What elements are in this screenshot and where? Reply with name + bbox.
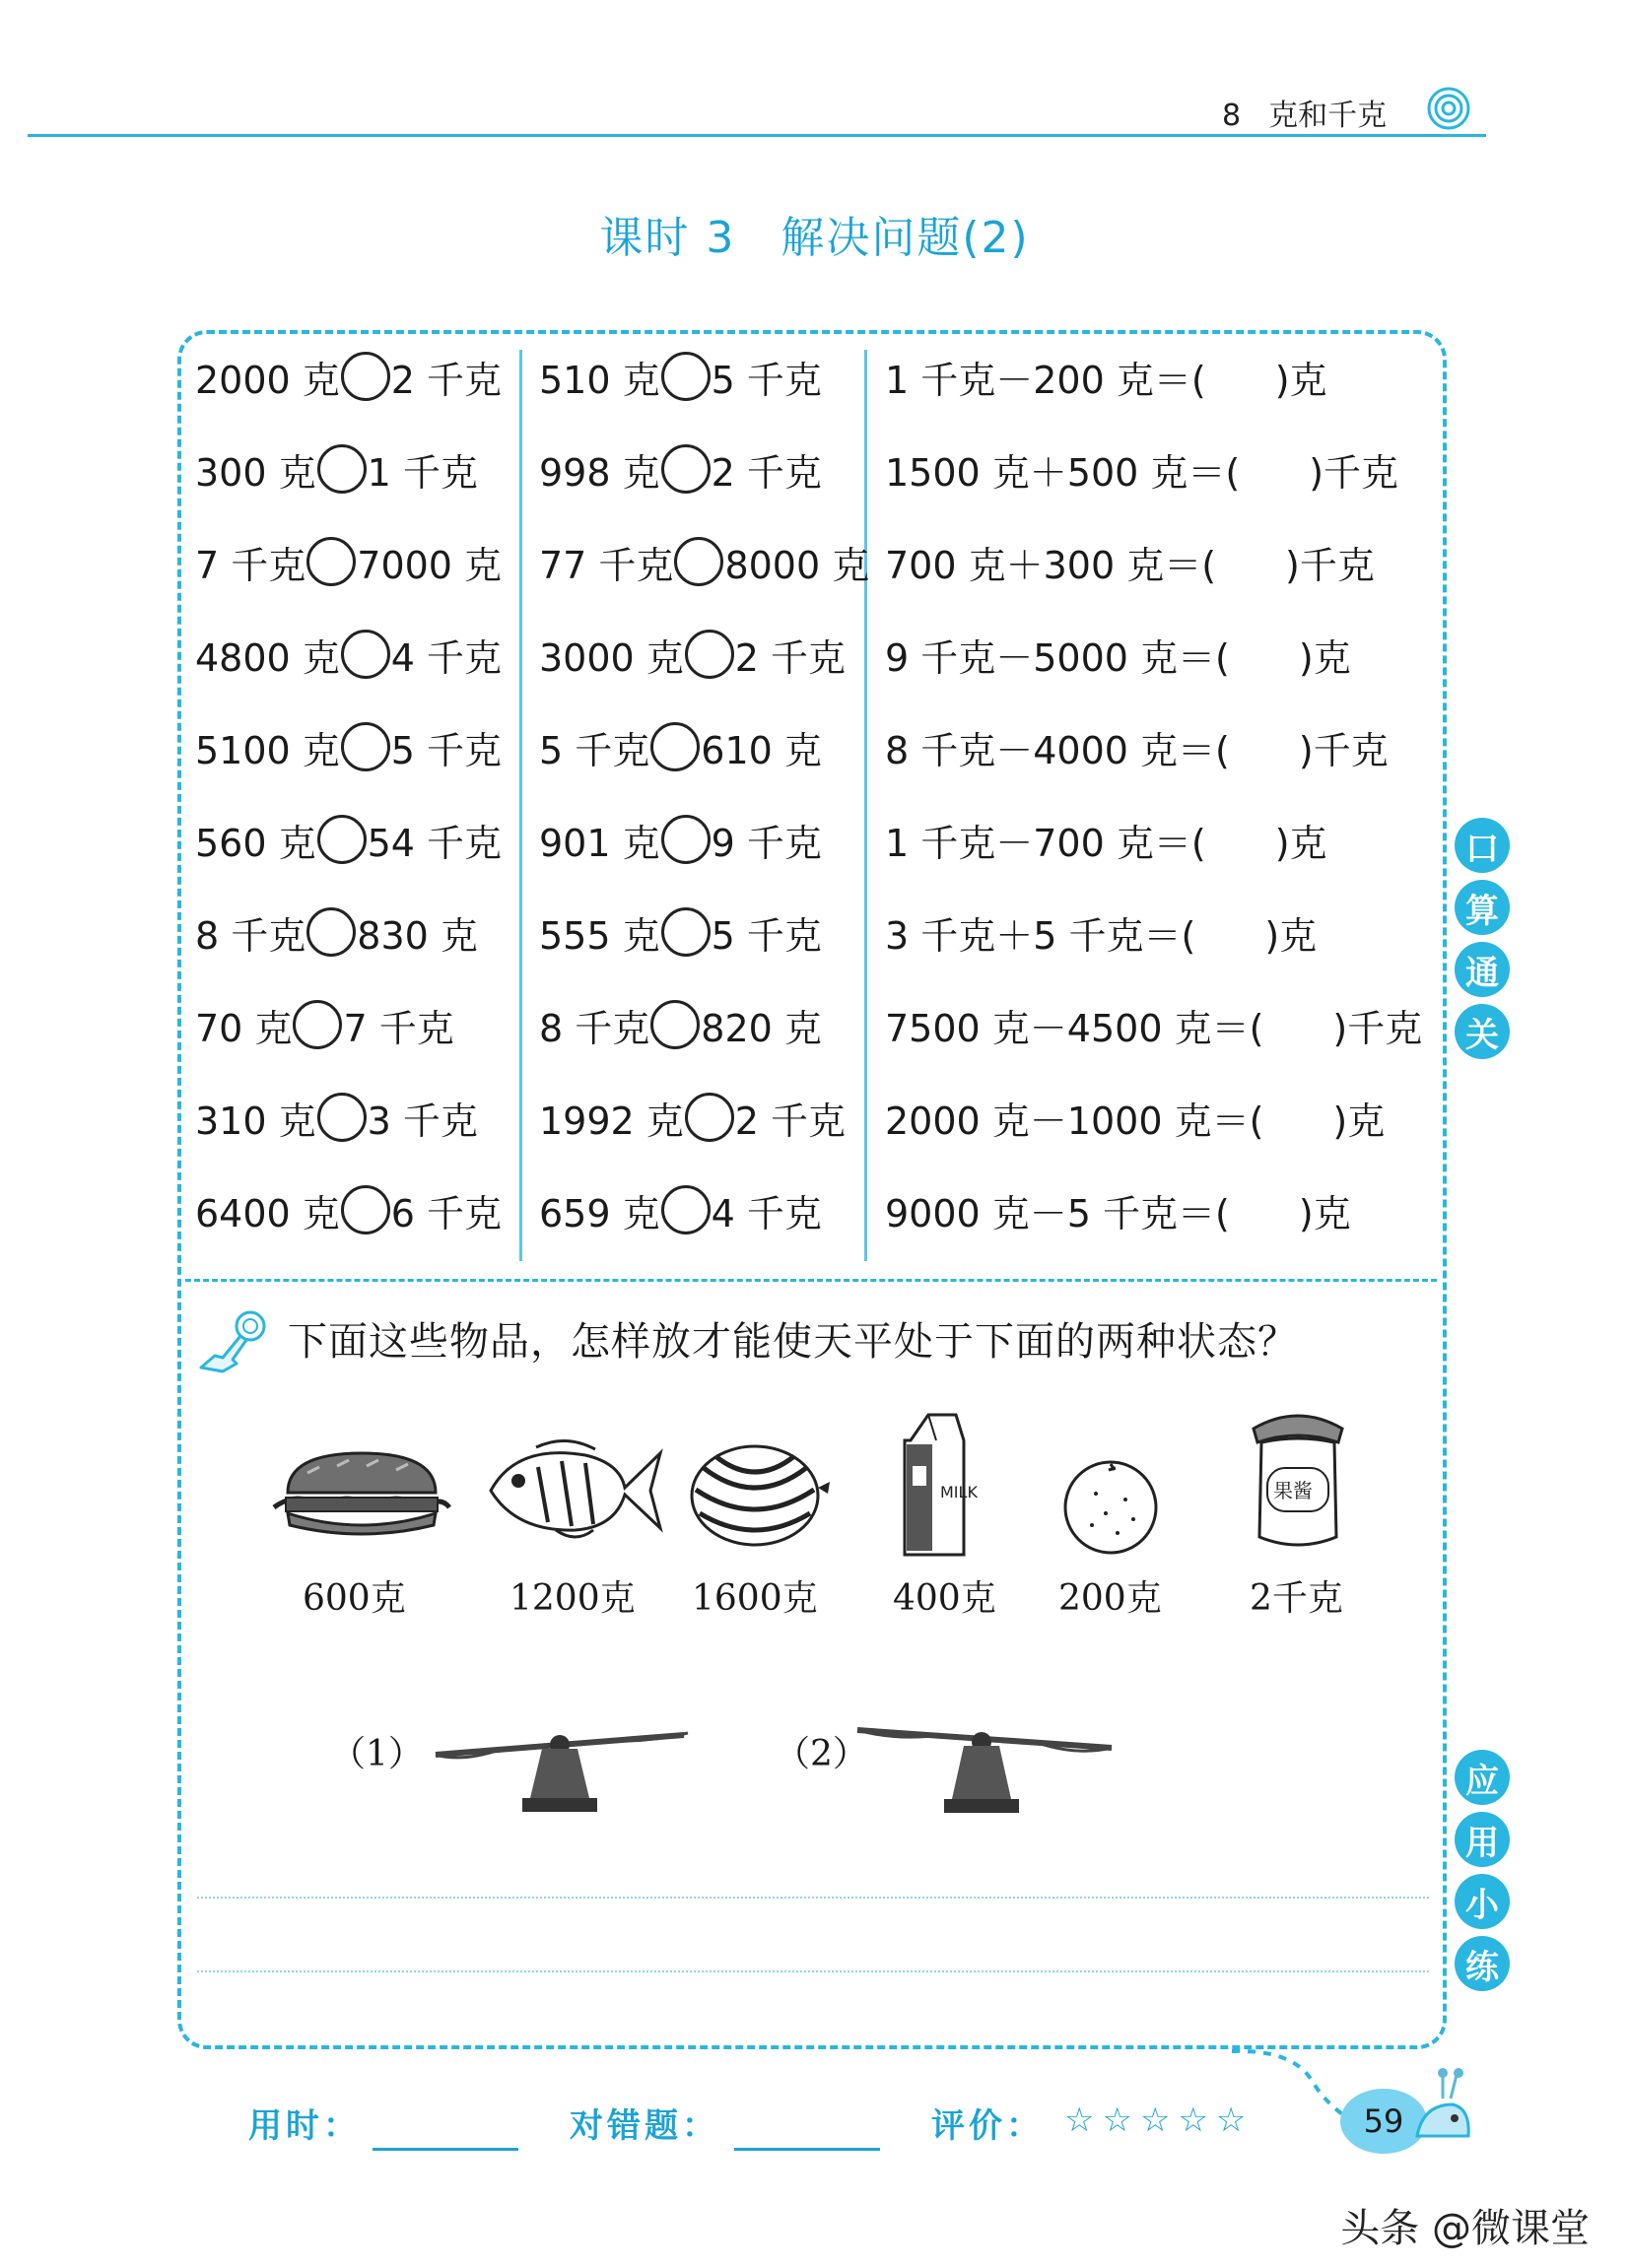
rating-label: 评价：: [931, 2106, 1044, 2146]
conversion-row: [885, 532, 1375, 591]
comparison-row: [195, 532, 502, 591]
expression: 1 千克－700 克＝(: [885, 821, 1206, 865]
expression: 9 千克－5000 克＝(: [885, 635, 1230, 680]
left-value: 310 克: [195, 1099, 316, 1143]
dotted-trail-icon: [1232, 2049, 1350, 2128]
conversion-row: [885, 347, 1327, 406]
right-value: 4 千克: [390, 635, 503, 680]
scale-tilted-right-icon: [853, 1726, 1116, 1829]
right-value: 2 千克: [711, 450, 822, 495]
snail-icon: [1413, 2065, 1472, 2144]
conversion-row: [885, 717, 1389, 776]
unit: )千克: [1332, 1006, 1423, 1050]
fish-icon: [477, 1434, 664, 1547]
right-value: 5 千克: [711, 913, 822, 958]
chapter-number: 8: [1222, 99, 1242, 133]
swirl-icon: [1427, 87, 1470, 130]
answer-circle[interactable]: [661, 1185, 711, 1234]
rating-stars[interactable]: ☆☆☆☆☆: [1064, 2101, 1255, 2140]
chapter-title: 克和千克: [1268, 99, 1388, 133]
answer-circle[interactable]: [317, 1093, 367, 1142]
answer-circle[interactable]: [341, 722, 390, 771]
time-label: 用时：: [248, 2106, 361, 2146]
right-value: 610 克: [701, 728, 822, 772]
comparison-row: [195, 1088, 478, 1147]
comparison-row: [195, 902, 478, 962]
left-value: 901 克: [539, 821, 660, 865]
column-divider: [519, 350, 522, 1261]
comparison-row: [539, 347, 822, 406]
expression: 8 千克－4000 克＝(: [885, 728, 1230, 772]
unit: )克: [1298, 635, 1351, 680]
comparison-row: [539, 625, 846, 684]
jam-jar-icon: [1244, 1399, 1352, 1557]
answer-circle[interactable]: [306, 907, 356, 957]
watermark: 头条 @微课堂: [1340, 2206, 1590, 2251]
chapter-header: [1222, 91, 1387, 134]
left-value: 998 克: [539, 450, 660, 495]
answer-circle[interactable]: [341, 630, 390, 679]
left-value: 8 千克: [539, 1006, 650, 1050]
answer-circle[interactable]: [685, 1093, 734, 1142]
item-weight: 1600克: [692, 1578, 818, 1619]
comparison-row: [195, 347, 502, 406]
unit: )克: [1264, 913, 1318, 958]
comparison-row: [195, 717, 502, 776]
section-divider: [185, 1279, 1437, 1282]
conversion-row: [885, 1088, 1385, 1147]
conversion-row: [885, 625, 1351, 684]
expression: 7500 克－4500 克＝(: [885, 1006, 1264, 1050]
answer-circle[interactable]: [650, 1000, 700, 1049]
comparison-row: [195, 810, 502, 869]
conversion-row: [885, 995, 1422, 1054]
right-value: 3 千克: [367, 1099, 478, 1143]
left-value: 659 克: [539, 1191, 660, 1235]
comparison-row: [539, 995, 822, 1054]
comparison-row: [195, 1180, 502, 1239]
left-value: 2000 克: [195, 358, 340, 402]
answer-circle[interactable]: [317, 815, 367, 864]
answer-circle[interactable]: [341, 352, 390, 401]
item-weight: 2千克: [1250, 1578, 1343, 1619]
milk-label: MILK: [940, 1483, 978, 1501]
scale-label-2: （2）: [775, 1734, 868, 1774]
left-value: 3000 克: [539, 635, 684, 680]
right-value: 8000 克: [724, 543, 870, 587]
answer-circle[interactable]: [661, 444, 711, 494]
left-value: 7 千克: [195, 543, 306, 587]
right-value: 54 千克: [367, 821, 503, 865]
answer-circle[interactable]: [661, 352, 711, 401]
right-value: 2 千克: [734, 1099, 847, 1143]
right-value: 7 千克: [343, 1006, 454, 1050]
expression: 3 千克＋5 千克＝(: [885, 913, 1196, 958]
unit: )千克: [1309, 450, 1399, 495]
expression: 2000 克－1000 克＝(: [885, 1099, 1264, 1143]
page-number: 59: [1340, 2089, 1427, 2154]
scale-tilted-left-icon: [434, 1729, 692, 1828]
left-value: 555 克: [539, 913, 660, 958]
lesson-name: 解决问题(2): [781, 213, 1030, 263]
right-value: 6 千克: [390, 1191, 503, 1235]
milk-carton-icon: [899, 1411, 978, 1559]
comparison-row: [539, 1180, 822, 1239]
comparison-row: [539, 532, 869, 591]
right-value: 2 千克: [734, 635, 847, 680]
side-tab-kou: 口: [1455, 818, 1510, 873]
right-value: 830 克: [357, 913, 478, 958]
answer-circle[interactable]: [341, 1185, 390, 1234]
item-weight: 1200克: [509, 1578, 636, 1619]
comparison-row: [539, 439, 822, 499]
header-divider: [28, 134, 1486, 137]
answer-circle[interactable]: [661, 815, 711, 864]
answer-circle[interactable]: [650, 722, 700, 771]
left-value: 560 克: [195, 821, 316, 865]
item-weight: 600克: [303, 1578, 406, 1619]
column-divider: [864, 350, 867, 1261]
item-weight: 400克: [893, 1578, 996, 1619]
side-tab-xiao: 小: [1455, 1874, 1510, 1929]
right-value: 1 千克: [367, 450, 478, 495]
left-value: 510 克: [539, 358, 660, 402]
conversion-row: [885, 902, 1317, 962]
pointing-hand-icon: [193, 1306, 272, 1375]
scale-label-1: （1）: [330, 1734, 424, 1774]
question-text: 下面这些物品，怎样放才能使天平处于下面的两种状态？: [288, 1319, 1298, 1365]
left-value: 300 克: [195, 450, 316, 495]
comparison-row: [195, 625, 502, 684]
expression: 9000 克－5 千克＝(: [885, 1191, 1230, 1235]
answer-circle[interactable]: [317, 444, 367, 494]
right-value: 5 千克: [711, 358, 822, 402]
side-tab-guan: 关: [1455, 1004, 1510, 1059]
answer-circle[interactable]: [293, 1000, 342, 1049]
comparison-row: [539, 902, 822, 962]
right-value: 5 千克: [390, 728, 503, 772]
side-tab-suan: 算: [1455, 880, 1510, 935]
unit: )千克: [1298, 728, 1389, 772]
conversion-row: [885, 1180, 1351, 1239]
right-value: 9 千克: [711, 821, 822, 865]
expression: 1500 克＋500 克＝(: [885, 450, 1241, 495]
answer-line[interactable]: [197, 1970, 1429, 1972]
answer-circle[interactable]: [306, 537, 356, 586]
side-tab-ying: 应: [1455, 1750, 1510, 1805]
left-value: 4800 克: [195, 635, 340, 680]
side-tab-yong: 用: [1455, 1812, 1510, 1867]
sandwich-icon: [268, 1438, 455, 1547]
comparison-row: [539, 810, 822, 869]
expression: 1 千克－200 克＝(: [885, 358, 1206, 402]
side-tab-tong: 通: [1455, 942, 1510, 997]
jam-label: 果酱: [1273, 1479, 1313, 1502]
lesson-title: [0, 202, 1629, 265]
item-weight: 200克: [1058, 1578, 1162, 1619]
comparison-row: [195, 995, 454, 1054]
answer-circle[interactable]: [661, 907, 711, 957]
comparison-row: [539, 1088, 846, 1147]
left-value: 1992 克: [539, 1099, 684, 1143]
watermelon-icon: [686, 1438, 834, 1549]
left-value: 77 千克: [539, 543, 674, 587]
side-tab-lian: 练: [1455, 1936, 1510, 1991]
comparison-row: [539, 717, 822, 776]
expression: 700 克＋300 克＝(: [885, 543, 1217, 587]
unit: )克: [1298, 1191, 1351, 1235]
lesson-number: 课时 3: [599, 213, 736, 263]
unit: )千克: [1285, 543, 1375, 587]
time-field[interactable]: [373, 2148, 518, 2151]
right-value: 7000 克: [357, 543, 503, 587]
unit: )克: [1332, 1099, 1386, 1143]
right-value: 2 千克: [390, 358, 503, 402]
orange-icon: [1056, 1454, 1165, 1557]
answer-line[interactable]: [197, 1897, 1429, 1899]
left-value: 70 克: [195, 1006, 293, 1050]
errors-label: 对错题：: [570, 2106, 719, 2146]
left-value: 8 千克: [195, 913, 306, 958]
unit: )克: [1274, 821, 1327, 865]
right-value: 820 克: [701, 1006, 822, 1050]
conversion-row: [885, 439, 1398, 499]
unit: )克: [1274, 358, 1327, 402]
comparison-row: [195, 439, 478, 499]
left-value: 5 千克: [539, 728, 650, 772]
left-value: 6400 克: [195, 1191, 340, 1235]
answer-circle[interactable]: [674, 537, 723, 586]
errors-field[interactable]: [734, 2148, 880, 2151]
right-value: 4 千克: [711, 1191, 822, 1235]
answer-circle[interactable]: [685, 630, 734, 679]
conversion-row: [885, 810, 1327, 869]
left-value: 5100 克: [195, 728, 340, 772]
